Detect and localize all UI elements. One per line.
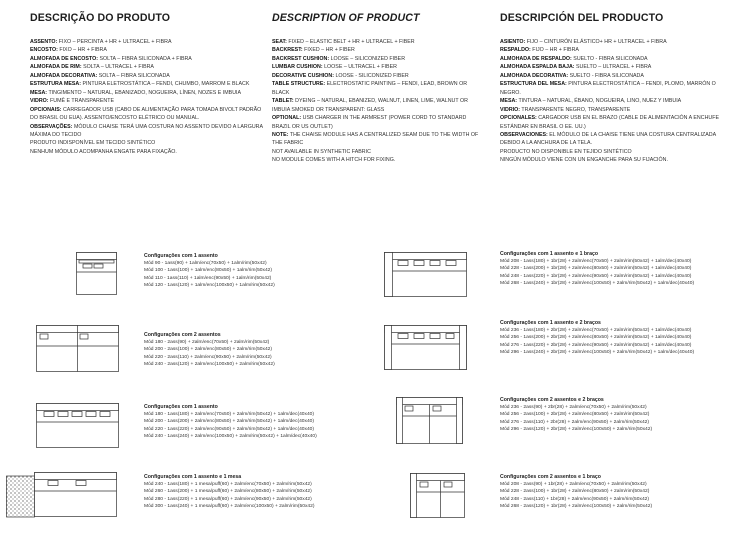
spec-line: ALMOHADA ESPALDA BAJA: SUELTO – ULTRACEL + FIBRA [500,64,652,71]
config-1-seat-2-arms [500,320,694,356]
config-row: Mód 276 - 1ass(220) + 2br(28) + 2alm/enc(90x50) + 2alm/rim(50x42) + 1alm/dec(40x40) [500,342,692,348]
config-row: Mód 300 - 1ass(240) + 1 mesa/puff(60) + 2alm/enc(100x50) + 2alm/rim(50x42) [144,503,315,509]
config-title: Configurações com 2 assentos e 1 braço [500,474,601,480]
config-row: Mód 296 - 2ass(120) + 2br(28) + 2alm/enc(100x50) + 2alm/rim(50x42) [500,426,653,432]
sofa-2-seats-1-arm-drawing [410,473,466,519]
description-es [500,12,725,165]
spec-line: ALMOHADA DECORATIVA: SUELTO - FIBRA SILICONADA [500,72,644,79]
spec-line: TABLE STRUCTURE: ELECTROSTATIC PAINTING – FENDI, LEAD, BROWN OR BLACK [272,81,468,96]
spec-line: NOTE: THE CHAISE MODULE HAS A CENTRALIZED SEAM DUE TO THE WIDTH OF THE FABRIC [272,131,479,147]
config-row: Mód 248 - 1ass(220) + 1br(28) + 2alm/enc(90x50) + 2alm/rim(50x42) + 1alm/dec(40x40) [500,273,692,279]
config-row: Mód 228 - 2ass(100) + 1br(28) + 2alm/enc(80x50) + 2alm/rim(50x42) [500,489,650,495]
config-row: Mód 248 - 2ass(110) + 1br(28) + 2alm/enc(90x50) + 2alm/rim(50x42) [500,496,650,502]
spec-line: ALMOFADA DECORATIVA: SOLTA – FIBRA SILICONADA [30,72,170,79]
config-title: Configurações com 2 assentos e 2 braços [500,397,604,403]
spec-line: VIDRO: FUMÊ E TRANSPARENTE [30,98,114,105]
description-en [272,12,484,165]
spec-line: OPCIONALES: CARGADOR USB EN EL BRAZO (CABLE DE ALIMENTACIÓN A ENCHUFE ESTÁNDAR EN BRASIL O EE. UU.) [500,115,719,130]
spec-line: ASIENTO: FIJO – CINTURÓN ELÁSTICO+ HR + ULTRACEL + FIBRA [500,39,667,45]
sofa-1-seat-table-drawing [6,472,118,518]
spec-line: SEAT: FIXED – ELASTIC BELT + HR + ULTRACEL + FIBER [272,39,415,45]
config-row: Mód 240 - 1ass(240) + 2alm/enc(100x50) + 2alm/rim(50x42) + 1alm/dec(40x40) [144,433,317,439]
note: PRODUCTO NO DISPONIBLE EN TEJIDO SINTÉTICO [500,148,632,155]
config-title: Configurações com 1 assento e 1 braço [500,251,599,257]
config-row: Mód 236 - 1ass(180) + 2br(28) + 2alm/enc(70x50) + 2alm/rim(50x42) + 1alm/dec(40x40) [500,328,692,334]
config-row: Mód 256 - 1ass(200) + 2br(28) + 2alm/enc(80x50) + 2alm/rim(50x42) + 1alm/dec(40x40) [500,335,692,341]
note: NINGÚN MÓDULO VIENE CON UN ENGANCHE PARA SU FIJACIÓN. [500,157,668,164]
spec-line: LUMBAR CUSHION: LOOSE – ULTRACEL + FIBER [272,64,397,71]
config-row: Mód 208 - 2ass(90) + 1br(28) + 2alm/enc(70x50) + 2alm/rim(50x42) [500,482,647,488]
config-row: Mód 280 - 1ass(220) + 1 mesa/puff(60) + 2alm/enc(90x50) + 2alm/rim(50x42) [144,496,312,502]
title-es: DESCRIPCIÓN DEL PRODUCTO [500,12,664,24]
spec-list-en [272,38,484,165]
config-row: Mód 256 - 2ass(100) + 2br(28) + 2alm/enc(80x50) + 2alm/rim(50x42) [500,412,650,418]
spec-line: OPCIONAIS: CARREGADOR USB (CABO DE ALIMENTAÇÃO PARA TOMADA BIVOLT PADRÃO DO BRASIL OU EUA). ASSENTO/ENCOSTO ELÉTRICO OU MANUAL. [30,106,262,122]
spec-line: OPTIONAL: USB CHARGER IN THE ARMREST (POWER CORD TO STANDARD BRAZIL OR US OUTLET) [272,115,467,130]
config-row: Mód 260 - 1ass(200) + 1 mesa/puff(60) + 2alm/enc(80x50) + 2alm/rim(50x42) [144,489,312,495]
config-row: Mód 90 - 1ass(90) + 1alm/enc(70x50) + 1alm/rim(50x42) [144,261,267,267]
config-1-seat-long [144,404,317,440]
spec-line: DECORATIVE CUSHION: LOOSE - SILICONIZED FIBER [272,72,409,79]
spec-line: OBSERVAÇÕES: MÓDULO CHAISE TERÁ UMA COSTURA NO ASSENTO DEVIDO A LARGURA MÁXIMA DO TECIDO [30,123,263,138]
spec-line: ASSENTO: FIXO – PERCINTA + HR + ULTRACEL + FIBRA [30,39,172,45]
spec-line: MESA: TINGIMENTO – NATURAL, EBANIZADO, NOGUEIRA, LÍNEN, NOZES E IMBUIA [30,89,242,96]
config-title: Configurações com 2 assentos [144,332,221,338]
spec-line: MESA: TINTURA – NATURAL, ÉBANO, NOGUEIRA, LINO, NUEZ Y IMBUIA [500,98,682,105]
note: NENHUM MÓDULO ACOMPANHA ENGATE PARA FIXAÇÃO. [30,148,177,155]
spec-line: ALMOFADA DE ENCOSTO: SOLTA – FIBRA SILICONADA + FIBRA [30,55,192,62]
config-1-seat [144,253,275,289]
note: PRODUTO INDISPONÍVEL EM TECIDO SINTÉTICO [30,140,156,147]
config-row: Mód 296 - 1ass(240) + 2br(28) + 2alm/enc(100x50) + 2alm/rim(50x42) + 1alm/dec(40x40) [500,349,695,355]
config-2-seats-2-arms [500,397,652,433]
config-row: Mód 228 - 1ass(200) + 1br(28) + 2alm/enc(80x50) + 2alm/rim(50x42) + 1alm/dec(40x40) [500,266,692,272]
sofa-1-seat-2-arms-drawing [384,325,468,371]
spec-list-pt [30,38,265,156]
spec-list-es [500,38,725,165]
config-row: Mód 200 - 2ass(100) + 2alm/enc(80x50) + 2alm/rim(50x42) [144,347,273,353]
config-row: Mód 236 - 2ass(90) + 2br(28) + 2alm/enc(70x50) + 2alm/rim(50x42) [500,405,647,411]
note: NO MODULE COMES WITH A HITCH FOR FIXING. [272,157,396,164]
config-1-seat-table [144,474,315,510]
config-title: Configurações com 1 assento [144,404,218,410]
config-row: Mód 180 - 2ass(90) + 2alm/enc(70x50) + 2alm/rim(50x42) [144,340,270,346]
config-row: Mód 276 - 2ass(110) + 2br(28) + 2alm/enc(90x50) + 2alm/rim(50x42) [500,419,650,425]
config-title: Configurações com 1 assento e 2 braços [500,320,601,326]
note: NOT AVAILABLE IN SYNTHETIC FABRIC [272,148,371,155]
config-row: Mód 208 - 1ass(180) + 1br(28) + 2alm/enc(70x50) + 2alm/rim(50x42) + 1alm/dec(40x40) [500,259,692,265]
config-row: Mód 180 - 1ass(180) + 2alm/enc(70x50) + 2alm/rim(50x42) + 1alm/dec(40x40) [144,412,315,418]
config-row: Mód 220 - 1ass(220) + 2alm/enc(90x50) + 2alm/rim(50x42) + 1alm/dec(40x40) [144,426,315,432]
config-row: Mód 100 - 1ass(100) + 1alm/enc(80x50) + 1alm/rim(50x42) [144,268,273,274]
config-row: Mód 240 - 1ass(180) + 1 mesa/puff(60) + 2alm/enc(70x50) + 2alm/rim(50x42) [144,482,312,488]
config-2-seats-1-arm [500,474,652,510]
spec-line: ESTRUTURA MESA: PINTURA ELETROSTÁTICA – FENDI, CHUMBO, MARROM E BLACK [30,81,250,88]
title-pt: DESCRIÇÃO DO PRODUTO [30,12,171,24]
config-row: Mód 120 - 1ass(120) + 1alm/enc(100x50) + 1alm/rim(50x42) [144,282,275,288]
sofa-1-seat-long-drawing [36,403,120,449]
spec-line: ALMOFADA DE RIM: SOLTA – ULTRACEL + FIBRA [30,64,154,71]
spec-line: ESTRUCTURA DEL MESA: PINTURA ELECTROSTÁTICA – FENDI, PLOMO, MARRÓN O NEGRO. [500,81,716,96]
config-title: Configurações com 1 assento [144,253,218,259]
spec-line: BACKREST: FIXED – HR + FIBER [272,47,355,54]
config-row: Mód 110 - 1ass(110) + 1alm/enc(90x50) + 1alm/rim(50x42) [144,275,272,281]
config-title: Configurações com 1 assento e 1 mesa [144,474,242,480]
sofa-2-seats-2-arms-drawing [396,397,464,445]
config-row: Mód 240 - 2ass(120) + 2alm/enc(100x50) + 2alm/rim(50x42) [144,361,275,367]
sofa-1-seat-1-arm-drawing [384,252,468,298]
sofa-1-seat-drawing [76,252,118,296]
sofa-2-seats-drawing [36,325,120,373]
description-pt [30,12,265,156]
config-row: Mód 268 - 1ass(240) + 1br(28) + 2alm/enc(100x50) + 2alm/rim(50x42) + 1alm/dec(40x40) [500,280,695,286]
config-row: Mód 200 - 1ass(200) + 2alm/enc(80x50) + 2alm/rim(50x42) + 1alm/dec(40x40) [144,419,315,425]
spec-line: ENCOSTO: FIXO – HR + FIBRA [30,47,107,54]
config-row: Mód 268 - 2ass(120) + 1br(28) + 2alm/enc(100x50) + 2alm/rim(50x42) [500,503,653,509]
spec-line: VIDRIO: TRANSPARENTE NEGRO, TRANSPARENTE [500,106,631,113]
spec-line: TABLET: DYEING – NATURAL, EBANIZED, WALNUT, LINEN, LIME, WALNUT OR IMBUIA SMOKED OR TRANSPARENT: GLASS [272,98,468,113]
spec-line: BACKREST CUSHION: LOOSE – SILICONIZED FIBER [272,55,406,62]
title-en: DESCRIPTION OF PRODUCT [272,12,420,24]
spec-line: OBSERVACIONES: EL MÓDULO DE LA CHAISE TIENE UNA COSTURA CENTRALIZADA DEBIDO A LA ANCHURA DE LA TELA. [500,131,716,147]
config-row: Mód 220 - 2ass(110) + 2alm/enc(90x50) + 2alm/rim(50x42) [144,354,272,360]
config-1-seat-1-arm [500,251,694,287]
config-2-seats [144,332,275,368]
spec-line: ALMOHADA DE RESPALDO: SUELTO - FIBRA SILICONADA [500,55,648,62]
spec-line: RESPALDO: FIJO – HR + FIBRA [500,47,579,54]
